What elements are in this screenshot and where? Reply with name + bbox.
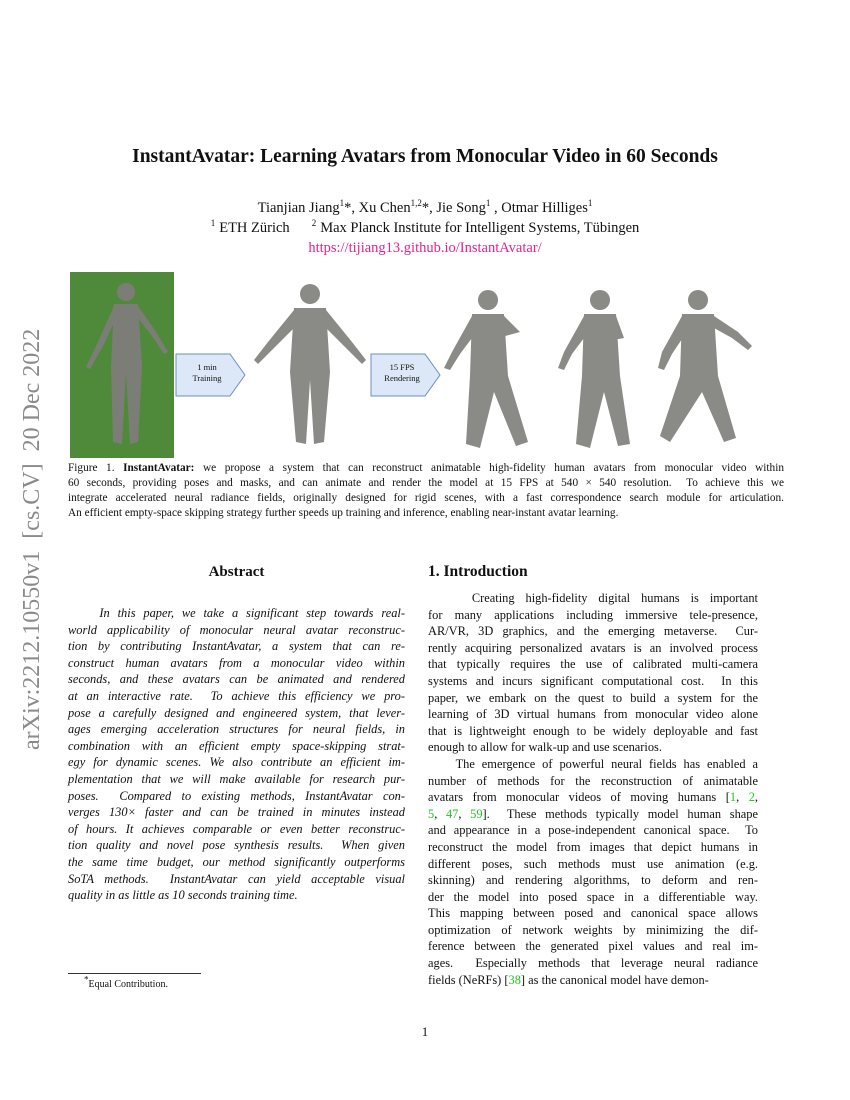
- text-span: ference between the generated pixel values and real im-: [428, 939, 758, 954]
- text-span: Figure 1.: [68, 462, 124, 474]
- text-line: [428, 789, 758, 806]
- introduction-body: [428, 590, 758, 988]
- author-name: Otmar Hilliges: [501, 200, 588, 216]
- text-line: [428, 922, 758, 939]
- text-line: [428, 607, 758, 624]
- text-line: construct human avatars from a monocular video within: [68, 655, 405, 670]
- text-line: [428, 656, 758, 673]
- project-url-link[interactable]: https://tijiang13.github.io/InstantAvatar/: [308, 240, 542, 256]
- text-line: [428, 972, 758, 989]
- affiliation-mark: 1: [210, 218, 216, 229]
- text-line: [428, 839, 758, 856]
- text-line: poses. Compared to existing methods, InstantAvatar con-: [68, 788, 405, 803]
- text-line: [68, 476, 784, 491]
- citation-link[interactable]: 2: [748, 790, 755, 805]
- text-line: [68, 491, 784, 506]
- text-line: the same time budget, our method significantly outperforms: [68, 854, 405, 869]
- citation-link[interactable]: 59: [470, 806, 483, 821]
- text-line: [428, 756, 758, 773]
- text-line: SoTA methods. InstantAvatar can yield acceptable visual: [68, 871, 405, 886]
- text-span: avatars from monocular videos of moving humans [: [428, 790, 730, 805]
- text-line: [428, 938, 758, 955]
- affiliation-name: ETH Zürich: [219, 220, 290, 236]
- text-line: [428, 889, 758, 906]
- text-line: plementation that we will make available for research pur-: [68, 771, 405, 786]
- text-span: ]. These methods typically model human shape: [482, 806, 758, 821]
- text-line: [428, 856, 758, 873]
- author-affiliation-mark: 1: [485, 198, 491, 209]
- text-line: of hours. It achieves comparable or even better reconstruc-: [68, 821, 405, 836]
- text-line: [428, 723, 758, 740]
- teaser-figure: [68, 272, 788, 460]
- text-span: ,: [458, 806, 471, 821]
- animated-avatar-3: [658, 290, 752, 442]
- text-span: ] as the canonical model have demon-: [520, 972, 709, 987]
- text-line: [428, 706, 758, 723]
- text-line: [428, 739, 758, 756]
- text-span: This mapping between posed and canonical space allows: [428, 906, 758, 921]
- text-line: [68, 461, 784, 476]
- text-line: [428, 590, 758, 607]
- arrow-rendering: [371, 354, 440, 396]
- text-line: [428, 623, 758, 640]
- arrow-rendering-label: 15 FPS Rendering: [384, 362, 420, 383]
- author-name: Xu Chen: [358, 200, 411, 216]
- arrow-training-label: 1 min Training: [192, 362, 222, 383]
- affiliations: [0, 219, 850, 237]
- text-line: [428, 822, 758, 839]
- text-span: ,: [736, 790, 749, 805]
- text-span: InstantAvatar:: [123, 462, 195, 474]
- citation-link[interactable]: 47: [445, 806, 459, 821]
- canonical-avatar: [254, 284, 366, 444]
- text-span: ,: [434, 806, 446, 821]
- author-affiliation-mark: 1: [587, 198, 593, 209]
- text-span: skinning) and rendering algorithms, to deform and ren-: [428, 873, 758, 888]
- text-span: and appearance in a pose-independent canonical space. To: [428, 823, 758, 838]
- author-separator: ,: [490, 200, 502, 216]
- text-span: different poses, such methods must use animation (e.g.: [428, 856, 758, 871]
- text-span: The emergence of powerful neural fields has enabled a: [428, 756, 758, 771]
- text-span: An efficient empty-space skipping strategy further speeds up training and inference, enabling near-instant avatar learning.: [68, 507, 619, 519]
- affiliation-mark: 2: [311, 218, 317, 229]
- text-span: systems and incurs significant computational cost. In this: [428, 673, 758, 688]
- text-line: [428, 673, 758, 690]
- footnote: *Equal Contribution.: [84, 974, 168, 990]
- text-span: that typically requires the use of calibrated multi-camera: [428, 657, 758, 672]
- text-span: learning of 3D virtual humans from monocular video alone: [428, 707, 758, 722]
- text-line: [428, 955, 758, 972]
- text-line: world applicability of monocular neural avatar reconstruc-: [68, 622, 405, 637]
- citation-link[interactable]: 38: [508, 972, 521, 987]
- author-separator: *,: [344, 200, 359, 216]
- author-name: Tianjian Jiang: [257, 200, 340, 216]
- author-affiliation-mark: 1: [339, 198, 345, 209]
- text-line: [68, 506, 784, 521]
- text-span: reconstruct the model from images that depict humans in: [428, 839, 758, 854]
- citation-link[interactable]: 5: [428, 806, 435, 821]
- author-affiliation-mark: 1,2: [410, 198, 422, 209]
- text-line: pose a carefully designed and engineered system, that lever-: [68, 705, 405, 720]
- arxiv-side-stamp: arXiv:2212.10550v1 [cs.CV] 20 Dec 2022: [19, 328, 45, 750]
- text-line: ages emerging acceleration structures for neural fields, in: [68, 722, 405, 737]
- citation-link[interactable]: 1: [729, 790, 737, 805]
- text-span: optimization of network weights by minimizing the dif-: [428, 922, 758, 937]
- text-line: tion quality and novel pose synthesis results. When given: [68, 838, 405, 853]
- introduction-heading: 1. Introduction: [428, 563, 528, 580]
- text-line: at an interactive rate. To achieve this efficiency we pro-: [68, 688, 405, 703]
- figure-caption: [68, 461, 784, 521]
- abstract-heading: Abstract: [208, 564, 265, 580]
- text-span: paper, we embark on the quest to build a system for the: [428, 690, 758, 705]
- text-span: AR/VR, 3D graphics, and the emerging metaverse. Cur-: [428, 624, 758, 639]
- text-line: quality in as little as 10 seconds training time.: [68, 888, 298, 903]
- text-span: enough to allow for walk-up and use scenarios.: [428, 740, 662, 755]
- text-span: ,: [754, 790, 759, 805]
- author-separator: *,: [421, 200, 437, 216]
- text-line: [428, 640, 758, 657]
- text-span: for many applications including immersive tele-presence,: [428, 607, 758, 622]
- page-number: 1: [421, 1024, 429, 1039]
- text-span: that is lightweight enough to be widely deployable and fast: [428, 723, 758, 738]
- animated-avatar-2: [558, 290, 630, 448]
- text-line: tion by contributing InstantAvatar, a system that can re-: [68, 639, 405, 654]
- paper-title: InstantAvatar: Learning Avatars from Monocular Video in 60 Seconds: [132, 146, 718, 167]
- text-span: number of methods for the reconstruction of animatable: [428, 773, 758, 788]
- author-name: Jie Song: [436, 200, 486, 216]
- text-span: integrate accelerated neural radiance fields, originally designed for rigid scenes, with a fast correspondence search module for articulation.: [68, 492, 784, 504]
- text-line: verges 130× faster and can be trained in minutes instead: [68, 805, 405, 820]
- text-line: [428, 690, 758, 707]
- text-line: egy for dynamic scenes. We also contribute an efficient im-: [68, 755, 405, 770]
- text-span: ages. Especially methods that leverage neural radiance: [428, 956, 758, 971]
- text-line: [428, 773, 758, 790]
- text-line: [428, 905, 758, 922]
- text-span: der the model into posed space in a differentiable way.: [428, 889, 758, 904]
- text-span: 60 seconds, providing poses and masks, and can animate and render the model at 15 FPS at 540 × 540 resolution. To achieve this we: [68, 477, 784, 489]
- text-line: seconds, and these avatars can be animated and rendered: [68, 672, 405, 687]
- text-line: combination with an efficient empty space-skipping strat-: [68, 738, 405, 753]
- text-span: fields (NeRFs) [: [428, 972, 509, 987]
- animated-avatar-1: [444, 290, 528, 448]
- text-line: In this paper, we take a significant step towards real-: [68, 606, 405, 620]
- arrow-training: [176, 354, 245, 396]
- text-line: [428, 872, 758, 889]
- text-line: [428, 806, 758, 823]
- text-span: rently acquiring personalized avatars is an involved process: [428, 640, 758, 655]
- abstract-body: [68, 605, 405, 904]
- text-span: we propose a system that can reconstruct animatable high-fidelity human avatars from monocular video within: [194, 462, 784, 474]
- affiliation-name: Max Planck Institute for Intelligent Systems, Tübingen: [320, 220, 640, 236]
- author-list: [0, 199, 850, 217]
- text-span: Creating high-fidelity digital humans is important: [428, 591, 758, 605]
